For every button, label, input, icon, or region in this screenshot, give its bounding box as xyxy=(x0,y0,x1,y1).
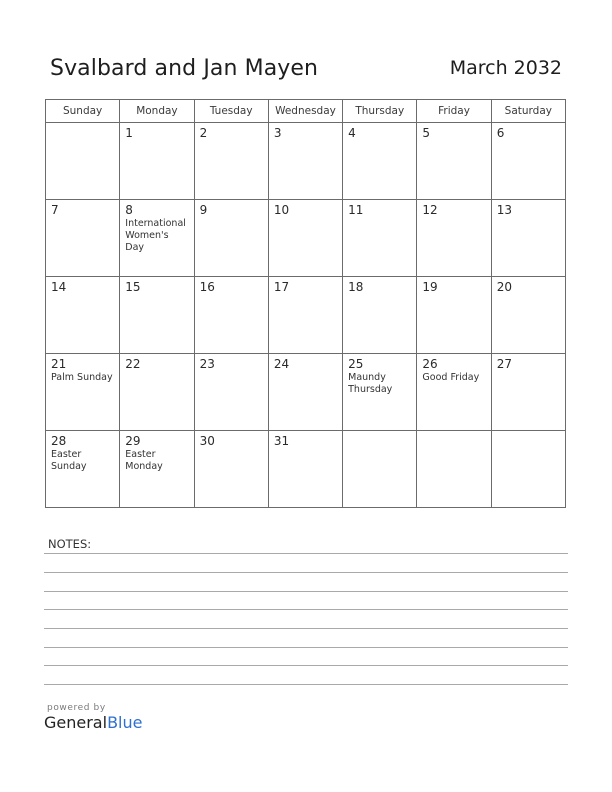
day-number: 18 xyxy=(348,280,364,294)
day-number: 25 xyxy=(348,357,364,371)
weekday-thursday: Thursday xyxy=(343,100,417,123)
day-cell xyxy=(343,123,417,200)
holiday-label: International Women's Day xyxy=(125,218,186,253)
weekday-friday: Friday xyxy=(417,100,491,123)
day-number: 12 xyxy=(422,203,438,217)
day-cell xyxy=(194,354,268,431)
day-cell xyxy=(268,200,342,277)
day-number: 1 xyxy=(125,126,133,140)
day-cell xyxy=(194,277,268,354)
day-cell xyxy=(120,431,194,508)
day-number: 9 xyxy=(199,203,208,217)
day-number: 26 xyxy=(422,357,438,371)
day-cell xyxy=(46,354,120,431)
note-line xyxy=(44,591,568,592)
day-cell xyxy=(194,123,268,200)
day-cell xyxy=(343,277,417,354)
day-cell xyxy=(491,277,565,354)
day-cell xyxy=(268,277,342,354)
day-cell xyxy=(343,200,417,277)
day-number: 20 xyxy=(496,280,512,294)
day-number: 31 xyxy=(273,434,290,448)
day-number: 11 xyxy=(348,203,364,217)
note-line xyxy=(44,684,568,685)
day-cell xyxy=(417,277,491,354)
holiday-label: Maundy Thursday xyxy=(348,372,393,395)
day-number: 3 xyxy=(273,126,282,140)
notes-label: NOTES: xyxy=(48,537,92,551)
day-number: 13 xyxy=(496,203,512,217)
powered-by-text: powered by xyxy=(47,703,106,713)
day-number: 6 xyxy=(496,126,505,140)
weekday-header-row xyxy=(46,100,566,123)
holiday-label: Easter Monday xyxy=(125,449,163,472)
day-cell xyxy=(120,200,194,277)
day-cell xyxy=(343,354,417,431)
holiday-label: Easter Sunday xyxy=(51,449,87,472)
weekday-saturday: Saturday xyxy=(491,100,565,123)
note-line xyxy=(44,665,568,666)
calendar-grid xyxy=(45,99,566,508)
day-cell xyxy=(120,123,194,200)
day-cell xyxy=(268,354,342,431)
month-title: March 2032 xyxy=(449,57,562,79)
day-number: 28 xyxy=(51,434,67,448)
day-cell xyxy=(491,123,565,200)
region-title: Svalbard and Jan Mayen xyxy=(50,56,319,81)
week-row xyxy=(46,277,566,354)
brand-wordmark xyxy=(44,713,142,732)
week-row xyxy=(46,123,566,200)
day-cell xyxy=(46,200,120,277)
day-cell xyxy=(268,123,342,200)
brand-general: General xyxy=(44,713,108,732)
day-number: 17 xyxy=(273,280,290,294)
note-line xyxy=(44,647,568,648)
holiday-label: Good Friday xyxy=(422,372,480,383)
day-cell xyxy=(491,354,565,431)
week-row xyxy=(46,354,566,431)
day-number: 19 xyxy=(422,280,438,294)
day-number: 10 xyxy=(273,203,290,217)
day-number: 22 xyxy=(125,357,141,371)
note-line xyxy=(44,572,568,573)
note-line xyxy=(44,553,568,554)
day-number: 14 xyxy=(51,280,67,294)
day-number: 8 xyxy=(125,203,133,217)
day-number: 4 xyxy=(348,126,356,140)
day-cell xyxy=(46,431,120,508)
brand-blue: Blue xyxy=(107,713,143,732)
weekday-tuesday: Tuesday xyxy=(194,100,268,123)
day-cell xyxy=(120,354,194,431)
week-row xyxy=(46,431,566,508)
weekday-sunday: Sunday xyxy=(46,100,120,123)
day-number: 29 xyxy=(125,434,141,448)
day-number: 15 xyxy=(125,280,141,294)
day-number: 23 xyxy=(199,357,215,371)
day-cell xyxy=(194,431,268,508)
day-number: 7 xyxy=(51,203,59,217)
weekday-wednesday: Wednesday xyxy=(268,100,342,123)
day-number: 16 xyxy=(199,280,215,294)
day-cell xyxy=(120,277,194,354)
holiday-label: Palm Sunday xyxy=(51,372,113,383)
day-cell xyxy=(46,277,120,354)
day-cell xyxy=(417,354,491,431)
day-number: 27 xyxy=(496,357,512,371)
day-cell xyxy=(491,200,565,277)
weekday-monday: Monday xyxy=(120,100,194,123)
day-number: 5 xyxy=(422,126,431,140)
day-cell xyxy=(194,200,268,277)
day-cell xyxy=(417,200,491,277)
day-cell xyxy=(491,431,565,508)
day-cell xyxy=(417,431,491,508)
generalblue-logo xyxy=(44,703,142,732)
day-number: 24 xyxy=(273,357,290,371)
day-cell xyxy=(46,123,120,200)
note-line xyxy=(44,628,568,629)
day-cell xyxy=(417,123,491,200)
note-line xyxy=(44,609,568,610)
day-number: 21 xyxy=(51,357,67,371)
day-cell xyxy=(268,431,342,508)
day-cell xyxy=(343,431,417,508)
day-number: 30 xyxy=(199,434,215,448)
week-row xyxy=(46,200,566,277)
day-number: 2 xyxy=(199,126,208,140)
